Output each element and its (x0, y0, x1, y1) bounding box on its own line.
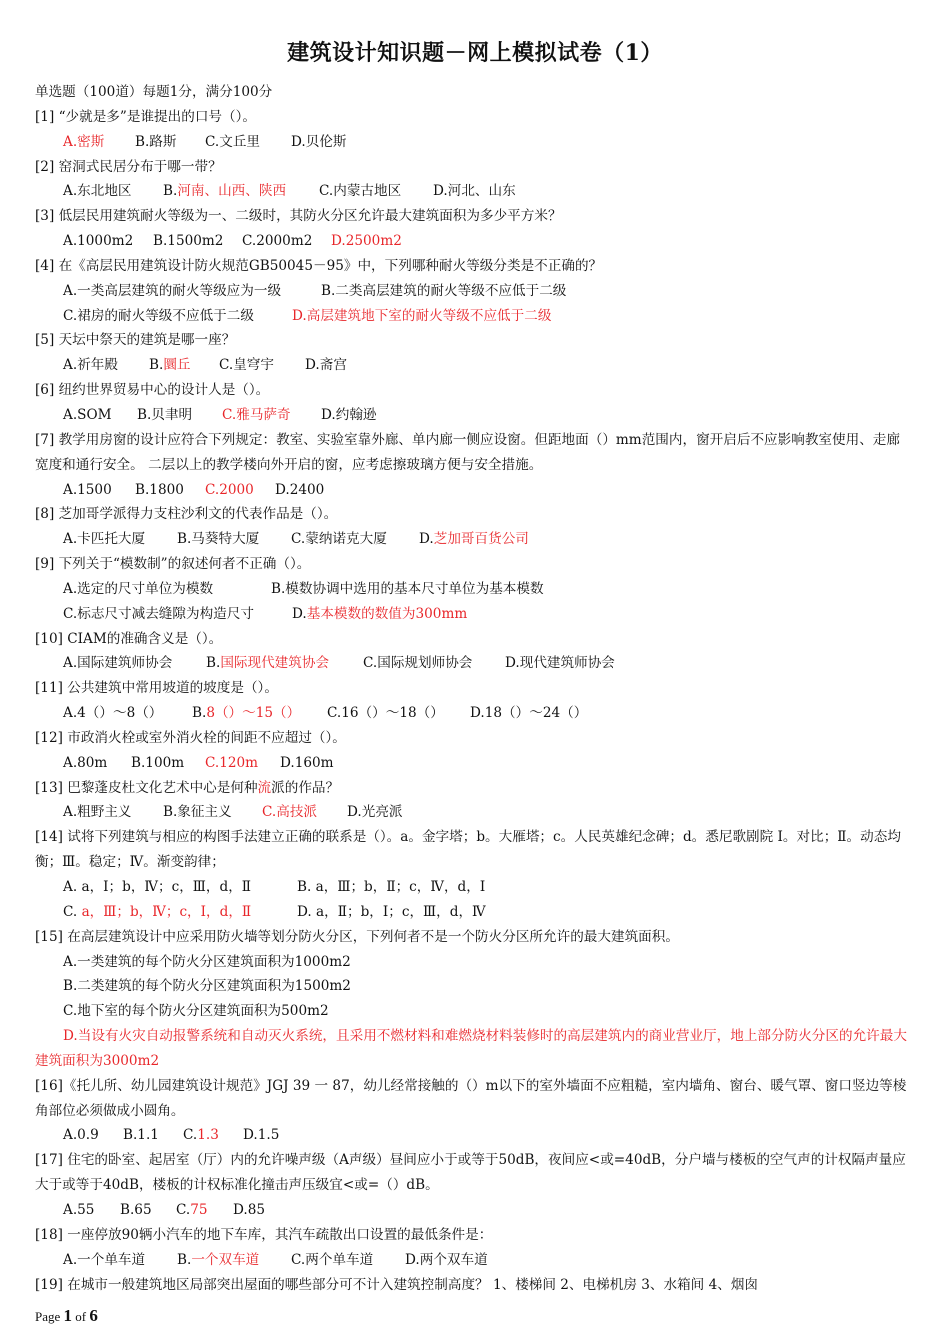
option-c: C.120m (205, 754, 259, 771)
options-17 (35, 1198, 907, 1223)
question-9: [9] 下列关于“模数制”的叙述何者不正确（）。 (35, 556, 311, 573)
option-c: C.蒙纳诺克大厦 (291, 531, 387, 548)
option-b: B.圜丘 (149, 357, 191, 374)
option-a: A.粗野主义 (63, 804, 132, 821)
options-4a (35, 279, 907, 304)
option-b: B.河南、山西、陕西 (163, 183, 287, 200)
question-18: [18] 一座停放90辆小汽车的地下车库，其汽车疏散出口设置的最低条件是： (35, 1226, 493, 1243)
options-9b (35, 602, 907, 627)
question-6: [6] 纽约世界贸易中心的设计人是（）。 (35, 382, 270, 399)
option-c: C.高技派 (262, 804, 318, 821)
option-d: D.现代建筑师协会 (505, 655, 615, 672)
option-a: A.1500 (63, 481, 112, 498)
question-7: [7] 教学用房窗的设计应符合下列规定：教室、实验室靠外廊、单内廊一侧应设窗。但距地面（）mm范围内，窗开启后不应影响教室使用、走廊宽度和通行安全。 二层以上的教学楼向外开启的窗，应考虑擦玻璃方便与安全措施。 (35, 431, 900, 473)
question-19: [19] 在城市一般建筑地区局部突出屋面的哪些部分可不计入建筑控制高度？ 1、楼梯间 2、电梯机房 3、水箱间 4、烟囱 (35, 1276, 759, 1293)
options-6 (35, 403, 907, 428)
options-7 (35, 478, 907, 503)
option-b: B.8（）～15（） (192, 705, 301, 722)
option-d: D.约翰逊 (321, 406, 377, 423)
question-10: [10] CIAM的准确含义是（）。 (35, 630, 223, 647)
option-c: C.1.3 (183, 1127, 219, 1144)
option-a: A.选定的尺寸单位为模数 (63, 580, 214, 597)
option-a: A.4（）～8（） (63, 705, 163, 722)
page-title: 建筑设计知识题－网上模拟试卷（1） (287, 40, 663, 66)
option-d: D.1.5 (243, 1127, 280, 1144)
question-13: [13] 巴黎蓬皮杜文化艺术中心是何种流派的作品？ (35, 779, 340, 796)
option-c: C.文丘里 (205, 133, 261, 150)
option-b: B.模数协调中选用的基本尺寸单位为基本模数 (271, 580, 544, 597)
option-d: D.基本模数的数值为300mm (292, 605, 468, 622)
option-a: A.国际建筑师协会 (63, 655, 173, 672)
option-a: A.80m (63, 754, 108, 771)
option-a: A.一类建筑的每个防火分区建筑面积为1000m2 (63, 953, 351, 970)
option-c: C.75 (176, 1201, 208, 1218)
options-5 (35, 353, 907, 378)
options-16 (35, 1123, 907, 1148)
question-8: [8] 芝加哥学派得力支柱沙利文的代表作品是（）。 (35, 506, 338, 523)
option-d: D.两个双车道 (405, 1251, 488, 1268)
option-b: B.1800 (135, 481, 184, 498)
option-d: D.18（）～24（） (470, 705, 588, 722)
intro-text: 单选题（100道）每题1分，满分100分 (35, 84, 273, 100)
options-8 (35, 527, 907, 552)
option-d: D.160m (280, 754, 334, 771)
option-c: C.两个单车道 (291, 1251, 374, 1268)
options-3 (35, 229, 907, 254)
option-b: B.1500m2 (153, 233, 224, 250)
option-c: C.国际规划师协会 (363, 655, 473, 672)
page-label: Page (35, 1309, 61, 1324)
question-list (35, 80, 907, 1297)
options-14b (35, 900, 907, 925)
option-b: B.象征主义 (163, 804, 232, 821)
option-b: B.国际现代建筑协会 (206, 655, 330, 672)
option-b: B.100m (131, 754, 185, 771)
option-a: A.0.9 (63, 1127, 99, 1144)
options-13 (35, 800, 907, 825)
option-b: B.二类高层建筑的耐火等级不应低于二级 (321, 282, 567, 299)
option-d: D.芝加哥百货公司 (419, 531, 529, 548)
option-c: C.雅马萨奇 (222, 406, 291, 423)
question-16: [16]《托儿所、幼儿园建筑设计规范》JGJ 39 一 87，幼儿经常接触的（）m以下的室外墙面不应粗糙，室内墙角、窗台、暖气罩、窗口竖边等棱角部位必须做成小圆角。 (35, 1077, 907, 1119)
page-total: 6 (89, 1306, 98, 1325)
option-a: A.东北地区 (63, 183, 132, 200)
question-12: [12] 市政消火栓或室外消火栓的间距不应超过（）。 (35, 729, 346, 746)
option-b: B.二类建筑的每个防火分区建筑面积为1500m2 (63, 978, 351, 995)
option-d: D.2400 (275, 481, 325, 498)
option-a: A.55 (63, 1201, 95, 1218)
option-d: D.85 (233, 1201, 266, 1218)
option-c: C.2000m2 (242, 233, 313, 250)
question-14: [14] 试将下列建筑与相应的构图手法建立正确的联系是（）。a。金字塔；b。大雁塔；c。人民英雄纪念碑；d。悉尼歌剧院 Ⅰ。对比；Ⅱ。动态均衡；Ⅲ。稳定；Ⅳ。渐变韵律； (35, 829, 901, 871)
option-c: C.裙房的耐火等级不应低于二级 (63, 307, 254, 324)
page-number: 1 (63, 1306, 73, 1325)
option-d: D.河北、山东 (433, 183, 516, 200)
option-b: B.贝聿明 (137, 406, 193, 423)
of-label: of (75, 1309, 87, 1324)
option-d: D.2500m2 (331, 233, 402, 250)
question-15: [15] 在高层建筑设计中应采用防火墙等划分防火分区，下列何者不是一个防火分区所允许的最大建筑面积。 (35, 928, 679, 945)
option-a: A.卡匹托大厦 (63, 531, 146, 548)
option-c: C.标志尺寸减去缝隙为构造尺寸 (63, 605, 254, 622)
option-c: C.地下室的每个防火分区建筑面积为500m2 (63, 1003, 329, 1020)
option-c: C.16（）～18（） (327, 705, 444, 722)
options-10 (35, 651, 907, 676)
option-c: C.皇穹宇 (219, 357, 275, 374)
option-b: B.一个双车道 (177, 1251, 260, 1268)
option-d: D.斋宫 (305, 357, 347, 374)
options-2 (35, 179, 907, 204)
option-b: B.1.1 (123, 1127, 159, 1144)
option-a: A. a，Ⅰ；b，Ⅳ；c，Ⅲ，d，Ⅱ (63, 879, 252, 895)
options-1 (35, 130, 907, 155)
option-a: A.密斯 (63, 133, 105, 150)
option-c: C.2000 (205, 481, 254, 498)
option-a: A.SOM (63, 406, 112, 423)
option-a: A.一个单车道 (63, 1251, 146, 1268)
option-a: A.一类高层建筑的耐火等级应为一级 (63, 282, 282, 299)
question-4: [4] 在《高层民用建筑设计防火规范GB50045－95》中，下列哪种耐火等级分类是不正确的？ (35, 257, 603, 274)
question-2: [2] 窑洞式民居分布于哪一带？ (35, 158, 222, 175)
options-12 (35, 751, 907, 776)
option-b: B.65 (120, 1201, 152, 1218)
option-d: D. a，Ⅱ；b，Ⅰ；c，Ⅲ，d，Ⅳ (297, 903, 486, 920)
options-18 (35, 1248, 907, 1273)
options-4b (35, 304, 907, 329)
option-d: D.当设有火灾自动报警系统和自动灭火系统，且采用不燃材料和难燃烧材料装修时的高层建筑内的商业营业厅，地上部分防火分区的允许最大建筑面积为3000m2 (35, 1028, 907, 1069)
option-a: A.1000m2 (63, 233, 134, 250)
question-17: [17] 住宅的卧室、起居室（厅）内的允许噪声级（A声级）昼间应小于或等于50dB，夜间应<或=40dB，分户墙与楼板的空气声的计权隔声量应大于或等于40dB，楼板的计权标准化撞击声压级宜<或=（）dB。 (35, 1152, 906, 1194)
option-a: A.祈年殿 (63, 357, 118, 374)
page-footer (35, 1306, 98, 1326)
option-c: C.内蒙古地区 (319, 183, 402, 200)
options-9a (35, 577, 907, 602)
options-14a (35, 875, 907, 900)
question-3: [3] 低层民用建筑耐火等级为一、二级时，其防火分区允许最大建筑面积为多少平方米？ (35, 208, 562, 225)
option-b: B. a，Ⅲ；b，Ⅱ；c，Ⅳ，d，Ⅰ (297, 879, 486, 895)
option-b: B.马葵特大厦 (177, 531, 260, 548)
question-5: [5] 天坛中祭天的建筑是哪一座？ (35, 332, 236, 349)
question-1: [1] “少就是多”是谁提出的口号（）。 (35, 108, 256, 125)
option-d: D.贝伦斯 (291, 133, 347, 150)
option-b: B.路斯 (135, 133, 177, 150)
option-d: D.高层建筑地下室的耐火等级不应低于二级 (292, 307, 552, 324)
options-11 (35, 701, 907, 726)
option-d: D.光亮派 (347, 804, 403, 821)
option-c: C. a，Ⅲ；b，Ⅳ；c，Ⅰ，d，Ⅱ (63, 903, 252, 920)
question-11: [11] 公共建筑中常用坡道的坡度是（）。 (35, 680, 278, 697)
